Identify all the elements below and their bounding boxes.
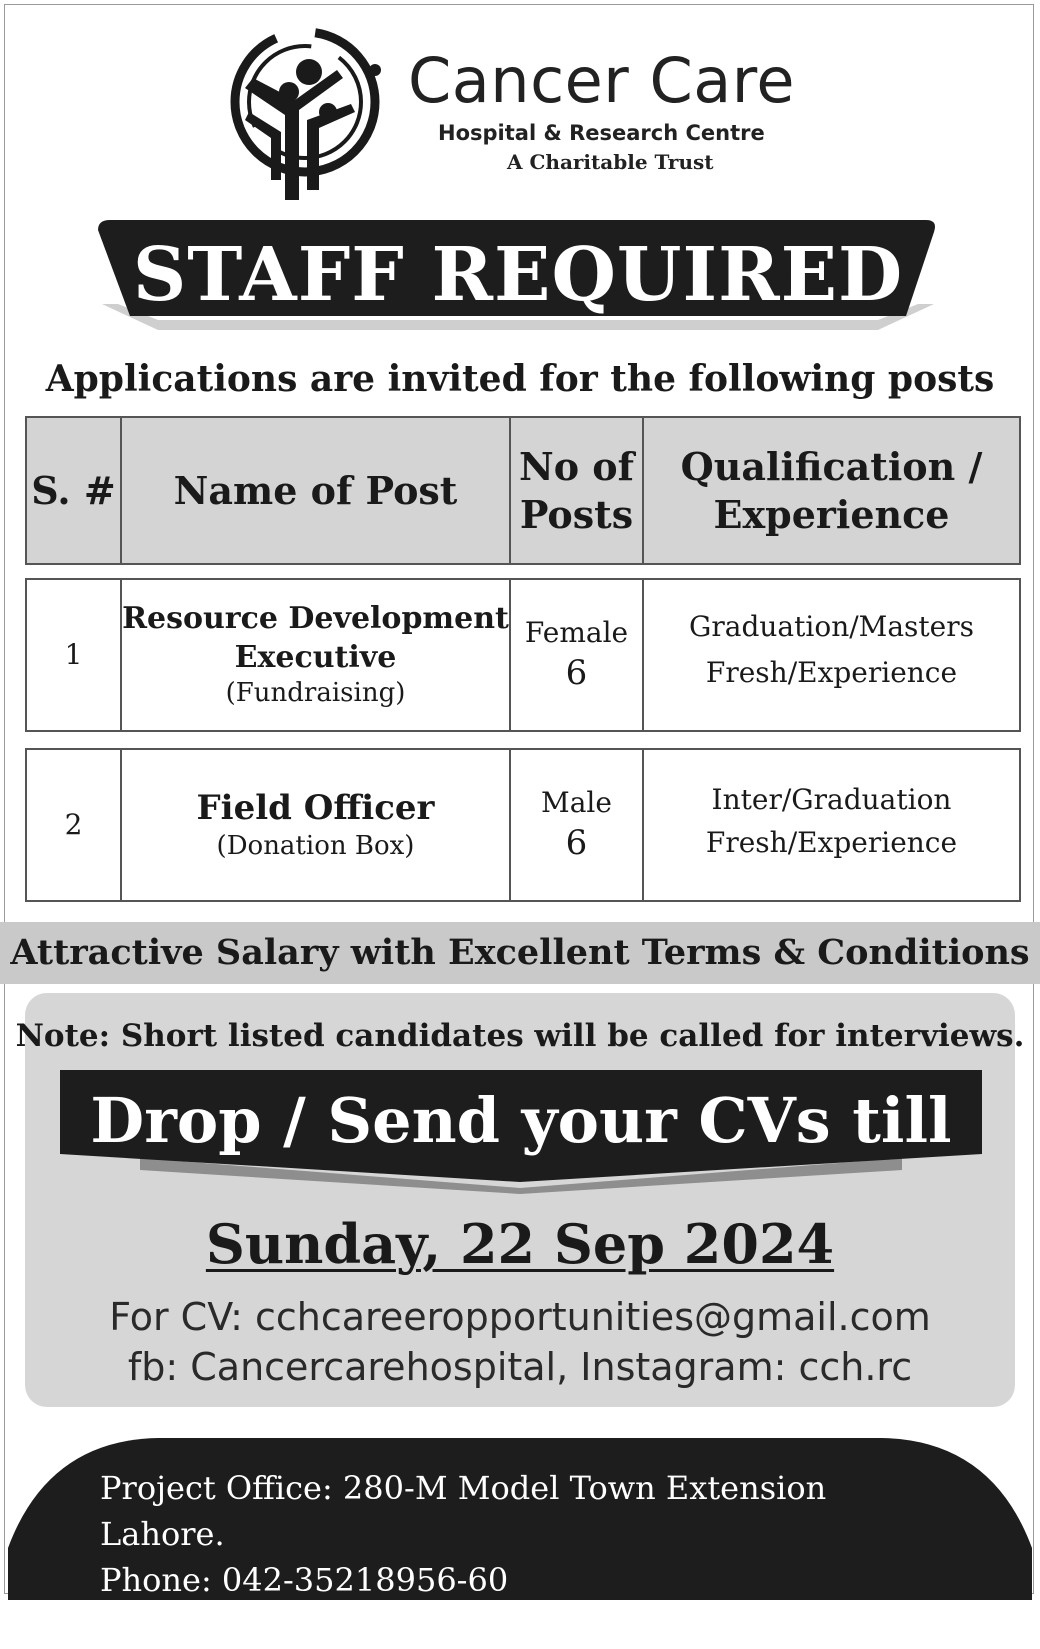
row-qualification: [643, 749, 1020, 901]
row-count-value: 6: [565, 823, 588, 864]
contact-block: [0, 1292, 1040, 1392]
header-count-l2: Posts: [519, 491, 634, 537]
cancer-care-logo: [225, 20, 395, 210]
row-count-value: 6: [565, 653, 588, 694]
post-name-l2: Executive: [234, 640, 397, 676]
row-gender: Male: [541, 785, 612, 819]
drop-cv-text: Drop / Send your CVs till: [90, 1084, 952, 1157]
row-count: [510, 749, 643, 901]
brand-subtitle: Hospital & Research Centre: [438, 121, 765, 145]
row-sno: 2: [26, 749, 121, 901]
header-sno: S. #: [26, 417, 121, 564]
table-row: [25, 578, 1021, 732]
row-qualification: [643, 579, 1020, 731]
staff-required-banner: [98, 220, 938, 340]
deadline-text: Sunday, 22 Sep 2024: [205, 1212, 835, 1276]
row-post: [121, 749, 510, 901]
footer-contact: [100, 1465, 960, 1649]
whatsapp-number[interactable]: Whatsapp : 0302-4800479: [134, 1607, 562, 1645]
post-dept: (Donation Box): [216, 831, 415, 862]
footer-phones: [100, 1557, 960, 1649]
phone-number[interactable]: Phone: 042-35218956-60: [100, 1561, 509, 1599]
table-row: [25, 748, 1021, 902]
posts-header: [25, 416, 1021, 565]
brand-trust: A Charitable Trust: [507, 150, 714, 174]
row-exp: Fresh/Experience: [705, 826, 958, 859]
header-count: [510, 417, 643, 564]
row-qual: Inter/Graduation: [711, 782, 952, 816]
row-post: [121, 579, 510, 731]
note-text: Note: Short listed candidates will be called for interviews.: [15, 1018, 1025, 1054]
cv-email[interactable]: For CV: cchcareeropportunities@gmail.com: [109, 1295, 931, 1339]
row-sno: 1: [26, 579, 121, 731]
header-count-l1: No of: [518, 444, 634, 489]
header-name: Name of Post: [121, 417, 510, 564]
post-name: Field Officer: [196, 788, 435, 828]
header-qual-l2: Experience: [713, 491, 950, 537]
post-name-l1: Resource Development: [122, 601, 509, 637]
row-count: [510, 579, 643, 731]
intro-text: Applications are invited for the following posts: [45, 358, 995, 400]
row-exp: Fresh/Experience: [705, 656, 958, 690]
deadline-date: [0, 1212, 1040, 1276]
row-qual: Graduation/Masters: [689, 609, 974, 643]
header-qual-l1: Qualification /: [680, 444, 983, 489]
project-office: Project Office: 280-M Model Town Extension Lahore.: [100, 1469, 827, 1553]
row-gender: Female: [524, 615, 629, 649]
drop-cv-banner: [60, 1070, 982, 1200]
salary-strip: Attractive Salary with Excellent Terms & Conditions: [0, 922, 1040, 984]
post-dept: (Fundraising): [225, 678, 406, 709]
social-handles[interactable]: fb: Cancercarehospital, Instagram: cch.rc: [127, 1345, 913, 1389]
header-qualification: [643, 417, 1020, 564]
banner-title: STAFF REQUIRED: [132, 232, 904, 318]
brand-name: Cancer Care: [408, 44, 796, 117]
